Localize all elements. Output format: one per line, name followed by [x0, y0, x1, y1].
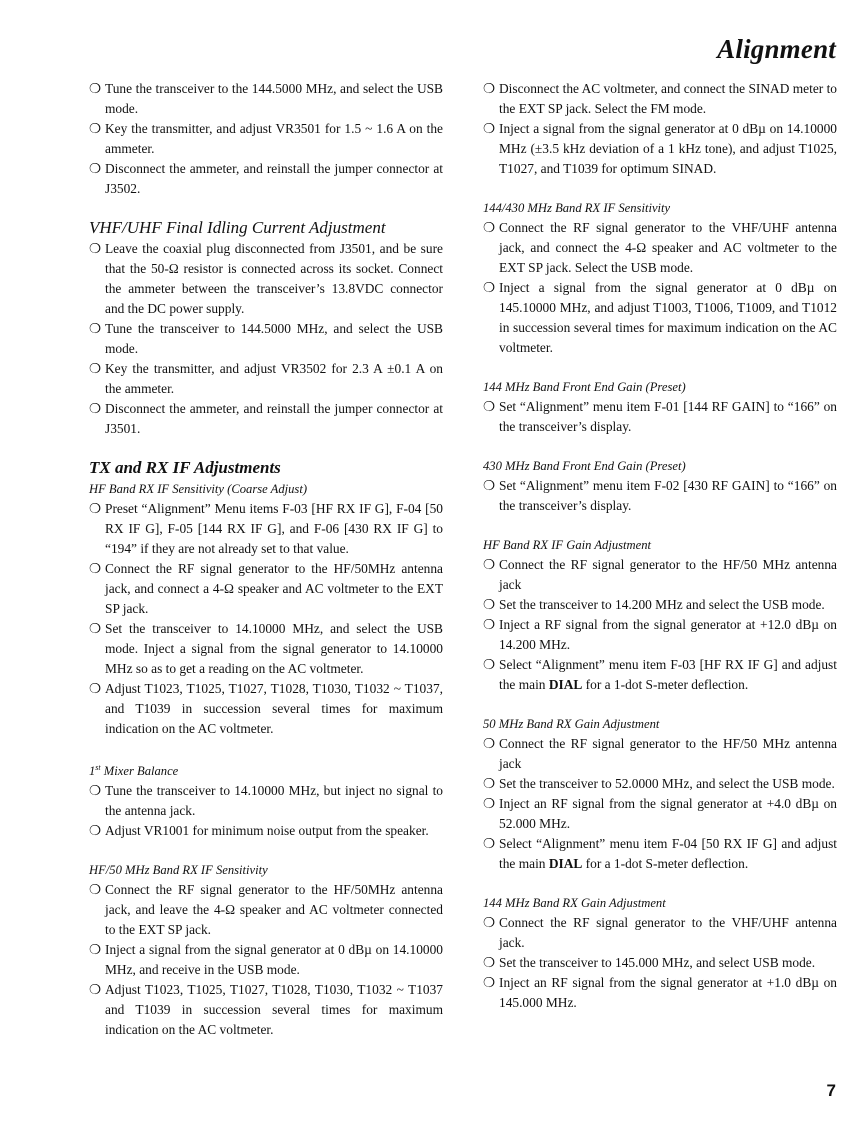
- front-end-430-steps: [483, 476, 837, 516]
- step-text: Inject a signal from the signal generator at 0 dBµ on 14.10000 MHz (±3.5 kHz deviation of a 1 kHz tone), and adjust T1025, T1027, and T1039 for optimum SINAD.: [499, 121, 837, 176]
- step-text: Adjust T1023, T1025, T1027, T1028, T1030, T1032 ~ T1037, and T1039 in succession several times for maximum indication on the AC voltmeter.: [105, 681, 443, 736]
- bullet-icon: ❍: [89, 681, 102, 696]
- step-text: Disconnect the ammeter, and reinstall the jumper connector at J3502.: [105, 161, 443, 196]
- bullet-icon: ❍: [89, 621, 102, 636]
- step-item: [89, 940, 443, 980]
- step-text: Set the transceiver to 14.10000 MHz, and select the USB mode. Inject a signal from the signal generator to 14.10000 MHz so as to get a reading on the AC voltmeter.: [105, 621, 443, 676]
- dial-step-text-end: for a 1-dot S-meter deflection.: [582, 856, 749, 871]
- step-item: [89, 119, 443, 159]
- bullet-icon: ❍: [89, 501, 102, 516]
- step-text: Disconnect the ammeter, and reinstall the jumper connector at J3501.: [105, 401, 443, 436]
- gain-50-dial-step: [483, 834, 837, 874]
- step-item: [483, 79, 837, 119]
- step-item: [89, 559, 443, 619]
- bullet-icon: ❍: [89, 321, 102, 336]
- step-item: [89, 159, 443, 199]
- step-item: [483, 973, 837, 1013]
- step-text: Connect the RF signal generator to the HF/50 MHz antenna jack: [499, 736, 837, 771]
- mixer-title-text: Mixer Balance: [100, 764, 179, 779]
- step-item: [89, 781, 443, 821]
- bullet-icon: ❍: [483, 836, 496, 851]
- step-item: [89, 821, 443, 841]
- bullet-icon: ❍: [483, 736, 496, 751]
- subsection-title-50-gain: 50 MHz Band RX Gain Adjustment: [483, 717, 660, 731]
- step-item: [483, 774, 837, 794]
- band-144-430-if-steps: [483, 218, 837, 358]
- subsection-title-hf-if-coarse: HF Band RX IF Sensitivity (Coarse Adjust): [89, 482, 308, 496]
- left-column: [89, 79, 443, 1040]
- step-item: [483, 595, 837, 615]
- step-text: Tune the transceiver to 144.5000 MHz, and select the USB mode.: [105, 321, 443, 356]
- bullet-icon: ❍: [483, 915, 496, 930]
- step-text: Key the transmitter, and adjust VR3501 for 1.5 ~ 1.6 A on the ammeter.: [105, 121, 443, 156]
- subsection-title-hf-if-gain: HF Band RX IF Gain Adjustment: [483, 538, 652, 552]
- step-text: Set the transceiver to 145.000 MHz, and select USB mode.: [499, 955, 816, 970]
- step-item: [89, 319, 443, 359]
- step-text: Inject a RF signal from the signal generator at +12.0 dBµ on 14.200 MHz.: [499, 617, 837, 652]
- step-item: [89, 359, 443, 399]
- intro-steps: [89, 79, 443, 199]
- bullet-icon: ❍: [89, 121, 102, 136]
- subsection-title-144-front-end: 144 MHz Band Front End Gain (Preset): [483, 380, 686, 394]
- bullet-icon: ❍: [483, 399, 496, 414]
- dial-keyword: DIAL: [548, 856, 583, 871]
- dial-step-text-end: for a 1-dot S-meter deflection.: [582, 677, 749, 692]
- gain-144-steps: [483, 913, 837, 1013]
- bullet-icon: ❍: [483, 617, 496, 632]
- step-item: [483, 218, 837, 278]
- hf50-if-steps: [89, 880, 443, 1040]
- step-text: Connect the RF signal generator to the HF/50MHz antenna jack, and leave the 4-Ω speaker and AC voltmeter connected to the EXT SP jack.: [105, 882, 443, 938]
- bullet-icon: ❍: [483, 597, 496, 612]
- bullet-icon: ❍: [483, 280, 496, 295]
- step-item: [483, 278, 837, 358]
- bullet-icon: ❍: [483, 81, 496, 96]
- step-text: Inject a signal from the signal generator at 0 dBµ on 14.10000 MHz, and receive in the USB mode.: [105, 942, 443, 978]
- subsection-title-144-gain: 144 MHz Band RX Gain Adjustment: [483, 896, 666, 910]
- bullet-icon: ❍: [89, 783, 102, 799]
- step-text: Connect the RF signal generator to the VHF/UHF antenna jack.: [499, 915, 837, 950]
- page-number: 7: [826, 1081, 836, 1100]
- dial-keyword: DIAL: [548, 677, 583, 692]
- mixer-title-superscript: st: [95, 763, 101, 772]
- page-title: Alignment: [717, 34, 836, 64]
- step-item: [483, 476, 837, 516]
- step-text: Adjust T1023, T1025, T1027, T1028, T1030, T1032 ~ T1037 and T1039 in succession several times for maximum indication on the AC voltmeter.: [105, 982, 443, 1038]
- step-text: Connect the RF signal generator to the VHF/UHF antenna jack, and connect the 4-Ω speaker and AC voltmeter to the EXT SP jack. Select the USB mode.: [499, 220, 837, 275]
- bullet-icon: ❍: [89, 882, 102, 898]
- step-text: Inject an RF signal from the signal generator at +1.0 dBµ on 145.000 MHz.: [499, 975, 837, 1010]
- bullet-icon: ❍: [89, 982, 102, 998]
- right-column: [483, 79, 837, 1013]
- gain-50-steps: [483, 734, 837, 834]
- step-item: [483, 397, 837, 437]
- step-item: [483, 615, 837, 655]
- step-text: Set the transceiver to 52.0000 MHz, and select the USB mode.: [499, 776, 835, 791]
- dial-step-text: Select “Alignment” menu item F-04 [50 RX IF G] and adjust the main: [499, 836, 837, 871]
- step-item: [89, 619, 443, 679]
- step-text: Preset “Alignment” Menu items F-03 [HF RX IF G], F-04 [50 RX IF G], F-05 [144 RX IF G], and F-06 [430 RX IF G] to “194” if they are not already set to that value.: [105, 501, 443, 556]
- dial-step-text: Select “Alignment” menu item F-03 [HF RX IF G] and adjust the main: [499, 657, 837, 692]
- subsection-title-mixer-balance: [89, 758, 443, 781]
- step-text: Leave the coaxial plug disconnected from J3501, and be sure that the 50-Ω resistor is connected across its socket. Connect the ammeter between the transceiver’s 13.8VDC connector and the DC power supply.: [105, 241, 443, 316]
- step-item: [89, 980, 443, 1040]
- section-title-tx-rx-if: TX and RX IF Adjustments: [89, 458, 281, 477]
- sinad-steps: [483, 79, 837, 179]
- hf-if-coarse-steps: [89, 499, 443, 739]
- bullet-icon: ❍: [483, 121, 496, 136]
- bullet-icon: ❍: [483, 776, 496, 791]
- step-text: Key the transmitter, and adjust VR3502 for 2.3 A ±0.1 A on the ammeter.: [105, 361, 443, 396]
- step-item: [483, 555, 837, 595]
- step-item: [89, 79, 443, 119]
- step-item: [89, 239, 443, 319]
- section-title-vhf-uhf-final: VHF/UHF Final Idling Current Adjustment: [89, 218, 386, 237]
- step-item: [89, 499, 443, 559]
- step-item: [483, 953, 837, 973]
- bullet-icon: ❍: [483, 975, 496, 990]
- bullet-icon: ❍: [89, 823, 102, 839]
- subsection-title-430-front-end: 430 MHz Band Front End Gain (Preset): [483, 459, 686, 473]
- step-text: Tune the transceiver to the 144.5000 MHz, and select the USB mode.: [105, 81, 443, 116]
- bullet-icon: ❍: [89, 401, 102, 416]
- bullet-icon: ❍: [483, 557, 496, 572]
- step-text: Connect the RF signal generator to the HF/50MHz antenna jack, and connect a 4-Ω speaker and AC voltmeter to the EXT SP jack.: [105, 561, 443, 616]
- step-text: Inject a signal from the signal generator at 0 dBµ on 145.10000 MHz, and adjust T1003, T1006, T1009, and T1012 in succession several times for maximum indication on the AC voltmeter.: [499, 280, 837, 355]
- step-item: [89, 679, 443, 739]
- bullet-icon: ❍: [89, 561, 102, 576]
- bullet-icon: ❍: [483, 955, 496, 970]
- bullet-icon: ❍: [483, 478, 496, 493]
- step-item: [483, 734, 837, 774]
- step-text: Tune the transceiver to 14.10000 MHz, but inject no signal to the antenna jack.: [105, 783, 443, 819]
- bullet-icon: ❍: [89, 942, 102, 958]
- step-text: Set “Alignment” menu item F-01 [144 RF GAIN] to “166” on the transceiver’s display.: [499, 399, 837, 434]
- step-text: Adjust VR1001 for minimum noise output from the speaker.: [105, 823, 429, 839]
- mixer-title-number: 1: [89, 764, 96, 779]
- subsection-title-144-430-if: 144/430 MHz Band RX IF Sensitivity: [483, 201, 671, 215]
- step-text: Set the transceiver to 14.200 MHz and select the USB mode.: [499, 597, 825, 612]
- hf-if-gain-dial-step: [483, 655, 837, 695]
- bullet-icon: ❍: [483, 220, 496, 235]
- step-text: Set “Alignment” menu item F-02 [430 RF GAIN] to “166” on the transceiver’s display.: [499, 478, 837, 513]
- step-item: [89, 880, 443, 940]
- bullet-icon: ❍: [483, 657, 496, 672]
- step-item: [483, 794, 837, 834]
- bullet-icon: ❍: [89, 81, 102, 96]
- bullet-icon: ❍: [483, 796, 496, 811]
- mixer-balance-steps: [89, 781, 443, 841]
- bullet-icon: ❍: [89, 161, 102, 176]
- vhf-uhf-final-steps: [89, 239, 443, 439]
- front-end-144-steps: [483, 397, 837, 437]
- bullet-icon: ❍: [89, 241, 102, 256]
- bullet-icon: ❍: [89, 361, 102, 376]
- hf-if-gain-steps: [483, 555, 837, 655]
- step-item: [483, 913, 837, 953]
- step-text: Disconnect the AC voltmeter, and connect the SINAD meter to the EXT SP jack. Select the FM mode.: [499, 81, 837, 116]
- step-item: [89, 399, 443, 439]
- step-text: Connect the RF signal generator to the HF/50 MHz antenna jack: [499, 557, 837, 592]
- subsection-title-hf50-if: HF/50 MHz Band RX IF Sensitivity: [89, 863, 268, 878]
- step-item: [483, 119, 837, 179]
- step-text: Inject an RF signal from the signal generator at +4.0 dBµ on 52.000 MHz.: [499, 796, 837, 831]
